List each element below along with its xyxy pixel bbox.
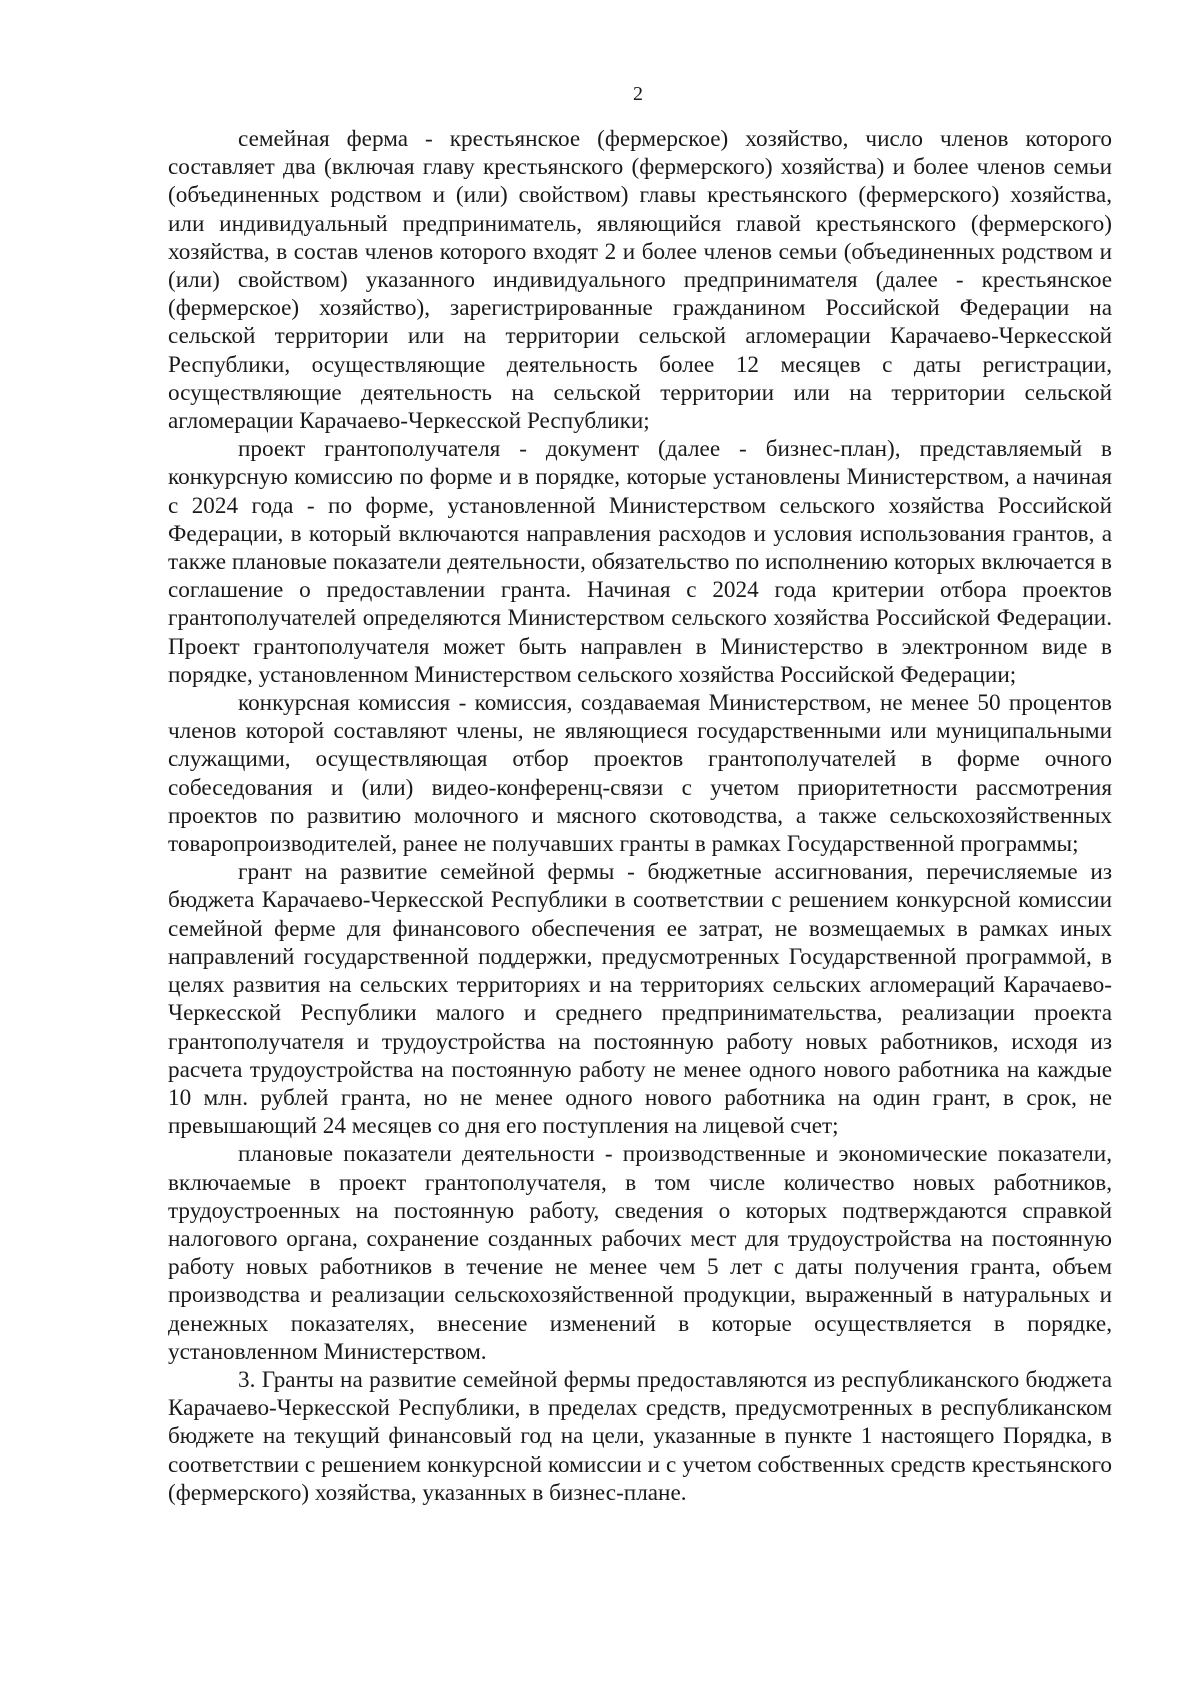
paragraph-grantee-project-definition: проект грантополучателя - документ (далее - бизнес-план), представляемый в конкурсную комиссию по форме и в порядке, которые установлены Министерством, а начиная с 2024 года - по форме, установленной Министерством сельского хозяйства Российской Федерации, в который включаются направления расходов и условия использования грантов, а также плановые показатели деятельности, обязательство по исполнению которых включается в соглашение о предоставлении гранта. Начиная с 2024 года критерии отбора проектов грантополучателей определяются Министерством сельского хозяйства Российской Федерации. Проект грантополучателя может быть направлен в Министерство в электронном виде в порядке, установленном Министерством сельского хозяйства Российской Федерации; bbox=[168, 436, 1112, 688]
paragraph-section-3: 3. Гранты на развитие семейной фермы предоставляются из республиканского бюджета Карачаево-Черкесской Республики, в пределах средств, предусмотренных в республиканском бюджете на текущий финансовый год на цели, указанные в пункте 1 настоящего Порядка, в соответствии с решением конкурсной комиссии и с учетом собственных средств крестьянского (фермерского) хозяйства, указанных в бизнес-плане. bbox=[168, 1366, 1112, 1506]
paragraph-family-farm-definition: семейная ферма - крестьянское (фермерское) хозяйство, число членов которого составляет два (включая главу крестьянского (фермерского) хозяйства) и более членов семьи (объединенных родством и (или) свойством) главы крестьянского (фермерского) хозяйства, или индивидуальный предприниматель, являющийся главой крестьянского (фермерского) хозяйства, в состав членов которого входят 2 и более членов семьи (объединенных родством и (или) свойством) указанного индивидуального предпринимателя (далее - крестьянское (фермерское) хозяйство), зарегистрированные гражданином Российской Федерации на сельской территории или на территории сельской агломерации Карачаево-Черкесской Республики, осуществляющие деятельность более 12 месяцев с даты регистрации, осуществляющие деятельность на сельской территории или на территории сельской агломерации Карачаево-Черкесской Республики; bbox=[168, 126, 1112, 435]
document-body bbox=[168, 125, 1112, 1507]
paragraph-competition-commission-definition: конкурсная комиссия - комиссия, создаваемая Министерством, не менее 50 процентов членов которой составляют члены, не являющиеся государственными или муниципальными служащими, осуществляющая отбор проектов грантополучателей в форме очного собеседования и (или) видео-конференц-связи с учетом приоритетности рассмотрения проектов по развитию молочного и мясного скотоводства, а также сельскохозяйственных товаропроизводителей, ранее не получавших гранты в рамках Государственной программы; bbox=[168, 690, 1112, 858]
paragraph-family-farm-grant-definition: грант на развитие семейной фермы - бюджетные ассигнования, перечисляемые из бюджета Карачаево-Черкесской Республики в соответствии с решением конкурсной комиссии семейной ферме для финансового обеспечения ее затрат, не возмещаемых в рамках иных направлений государственной поддержки, предусмотренных Государственной программой, в целях развития на сельских территориях и на территориях сельских агломераций Карачаево-Черкесской Республики малого и среднего предпринимательства, реализации проекта грантополучателя и трудоустройства на постоянную работу новых работников, исходя из расчета трудоустройства на постоянную работу не менее одного нового работника на каждые 10 млн. рублей гранта, но не менее одного нового работника на один грант, в срок, не превышающий 24 месяцев со дня его поступления на лицевой счет; bbox=[168, 859, 1112, 1140]
paragraph-planned-indicators-definition: плановые показатели деятельности - производственные и экономические показатели, включаемые в проект грантополучателя, в том числе количество новых работников, трудоустроенных на постоянную работу, сведения о которых подтверждаются справкой налогового органа, сохранение созданных рабочих мест для трудоустройства на постоянную работу новых работников в течение не менее чем 5 лет с даты получения гранта, объем производства и реализации сельскохозяйственной продукции, выраженный в натуральных и денежных показателях, внесение изменений в которые осуществляется в порядке, установленном Министерством. bbox=[168, 1141, 1112, 1365]
page-number: 2 bbox=[633, 83, 643, 105]
